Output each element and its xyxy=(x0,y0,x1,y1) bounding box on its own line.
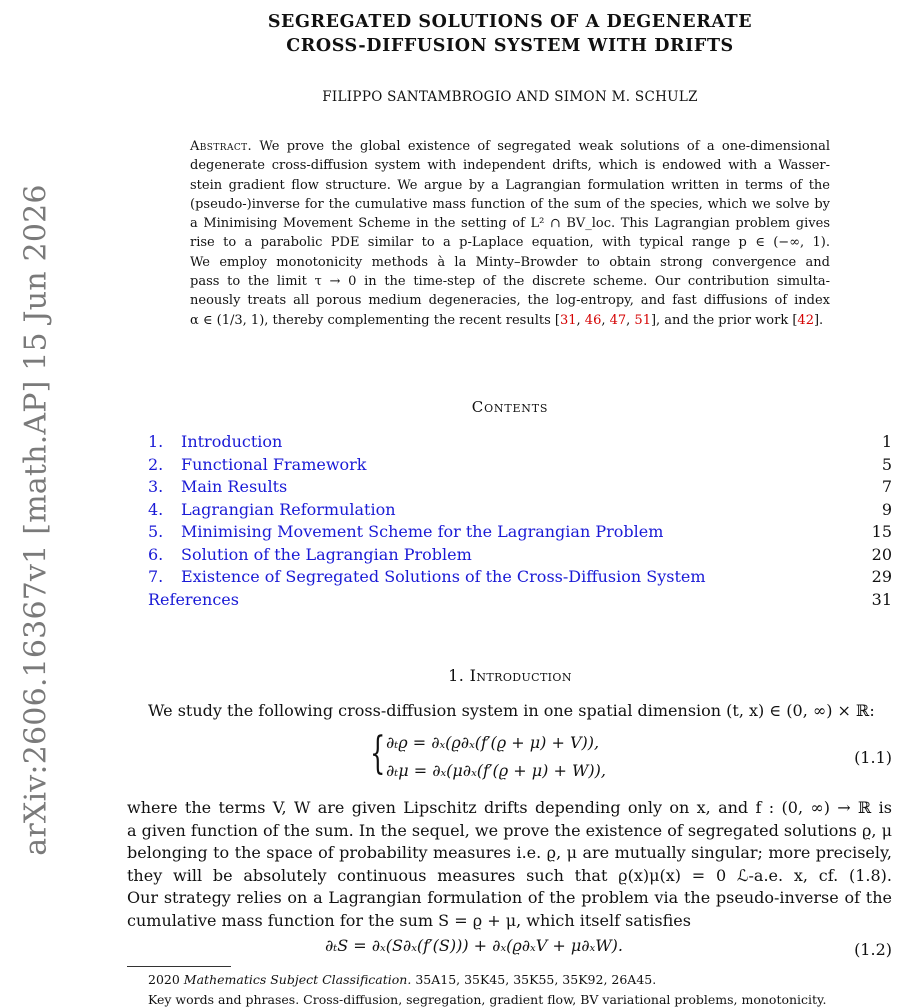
abstract-line-1 xyxy=(190,137,830,156)
toc-entry-solution-lagrangian-problem[interactable] xyxy=(148,544,892,567)
toc-page-number: 15 xyxy=(871,522,892,541)
toc-link[interactable]: Introduction xyxy=(181,432,283,451)
citation-link[interactable]: 46 xyxy=(584,312,602,328)
toc-page-number: 1 xyxy=(881,432,892,451)
toc-number[interactable]: 4. xyxy=(148,499,164,519)
toc-entry-main-results[interactable] xyxy=(148,476,892,499)
section-heading xyxy=(160,666,860,685)
toc-link[interactable]: References xyxy=(148,589,239,609)
abstract-line-8: pass to the limit τ → 0 in the time-step of the discrete scheme. Our contribution simulta- xyxy=(190,274,830,290)
abstract-last-middle: ], and the prior work [ xyxy=(650,312,798,328)
toc-page-number: 29 xyxy=(871,567,892,586)
toc-page-number: 9 xyxy=(881,499,892,519)
toc-entry-minimising-movement-scheme[interactable] xyxy=(148,521,892,544)
abstract-line-10: α ∈ (1/3, 1), thereby complementing the recent results [31, 46, 47, 51], and the prior work [42]. xyxy=(190,312,824,328)
footnote-keywords: Key words and phrases. Cross-diffusion, segregation, gradient flow, BV variational problems, monotonicity. xyxy=(148,992,827,1007)
section-heading-text: 1. Introduction xyxy=(448,666,572,685)
abstract-text-1: We prove the global existence of segregated weak solutions of a one-dimensional xyxy=(259,139,830,154)
toc-page-number: 7 xyxy=(881,477,892,496)
toc-entry-references[interactable] xyxy=(148,589,892,612)
footnote-rule xyxy=(127,966,231,967)
msc-codes: 35A15, 35K45, 35K55, 35K92, 26A45. xyxy=(415,972,657,987)
intro-paragraph xyxy=(127,797,892,933)
msc-year: 2020 xyxy=(148,972,180,987)
paragraph-line: a given function of the sum. In the sequel, we prove the existence of segregated solutions ϱ, μ xyxy=(127,820,892,840)
citation-link[interactable]: 31 xyxy=(559,312,577,328)
toc-number[interactable]: 3. xyxy=(148,477,164,496)
toc-number[interactable]: 5. xyxy=(148,522,164,541)
toc-number[interactable]: 6. xyxy=(148,544,164,564)
equation-brace: { xyxy=(370,728,386,779)
citation-link[interactable]: 51 xyxy=(634,312,651,328)
citation-link[interactable]: 42 xyxy=(797,312,814,328)
paragraph-line: Our strategy relies on a Lagrangian formulation of the problem via the pseudo-inverse of the xyxy=(127,888,892,908)
toc-entry-functional-framework[interactable] xyxy=(148,454,892,477)
paragraph-line: cumulative mass function for the sum S = ϱ + μ, which itself satisfies xyxy=(127,910,691,930)
table-of-contents xyxy=(148,431,892,611)
abstract-line-5: a Minimising Movement Scheme in the setting of L² ∩ BV_loc. This Lagrangian problem gives xyxy=(190,216,830,232)
paper-title xyxy=(160,10,860,58)
paragraph-line: where the terms V, W are given Lipschitz drifts depending only on x, and f : (0, ∞) → ℝ is xyxy=(127,798,892,817)
equation-1-2: ∂ₜS = ∂ₓ(S∂ₓ(f′(S))) + ∂ₓ(ϱ∂ₓV + μ∂ₓW). xyxy=(325,936,623,955)
toc-entry-introduction[interactable] xyxy=(148,431,892,454)
paper-authors: FILIPPO SANTAMBROGIO AND SIMON M. SCHULZ xyxy=(322,89,698,105)
toc-number[interactable]: 7. xyxy=(148,567,164,586)
msc-label: Mathematics Subject Classification. xyxy=(183,972,412,987)
footnote-msc xyxy=(148,972,656,987)
equation-line: ∂ₜμ = ∂ₓ(μ∂ₓ(f′(ϱ + μ) + W)), xyxy=(386,761,606,780)
abstract-line-3: stein gradient flow structure. We argue by a Lagrangian formulation written in terms of the xyxy=(190,177,830,193)
toc-page-number: 5 xyxy=(881,454,892,474)
toc-link[interactable]: Main Results xyxy=(181,477,288,496)
paper-title-line-1: SEGREGATED SOLUTIONS OF A DEGENERATE xyxy=(267,12,753,32)
toc-number[interactable]: 1. xyxy=(148,432,164,451)
toc-link[interactable]: Existence of Segregated Solutions of the Cross-Diffusion System xyxy=(181,567,706,586)
toc-number[interactable]: 2. xyxy=(148,454,164,474)
equation-line: ∂ₜϱ = ∂ₓ(ϱ∂ₓ(f′(ϱ + μ) + V)), xyxy=(386,733,600,752)
abstract-last-prefix: α ∈ (1/3, 1), thereby complementing the recent results [ xyxy=(190,312,560,328)
toc-page-number: 20 xyxy=(871,544,892,564)
abstract-line-4: (pseudo-)inverse for the cumulative mass function of the sum of the species, which we solve by xyxy=(190,196,830,212)
abstract-last-suffix: ]. xyxy=(813,312,824,328)
toc-link[interactable]: Lagrangian Reformulation xyxy=(181,499,396,519)
toc-link[interactable]: Solution of the Lagrangian Problem xyxy=(181,544,472,564)
paragraph-line: they will be absolutely continuous measures such that ϱ(x)μ(x) = 0 ℒ-a.e. x, cf. (1.8). xyxy=(127,865,892,885)
toc-page-number: 31 xyxy=(871,589,892,609)
contents-heading: Contents xyxy=(471,398,549,416)
toc-entry-lagrangian-reformulation[interactable] xyxy=(148,499,892,522)
toc-entry-existence-segregated-solutions[interactable] xyxy=(148,566,892,589)
arxiv-identifier-text: arXiv:2606.16367v1 [math.AP] 15 Jun 2026 xyxy=(18,184,54,856)
abstract-label: Abstract. xyxy=(190,139,253,154)
paragraph-line: belonging to the space of probability measures i.e. ϱ, μ are mutually singular; more precisely, xyxy=(127,843,892,863)
toc-link[interactable]: Minimising Movement Scheme for the Lagrangian Problem xyxy=(181,522,664,541)
equation-number: (1.1) xyxy=(854,748,892,767)
paper-title-line-2: CROSS-DIFFUSION SYSTEM WITH DRIFTS xyxy=(286,36,734,56)
toc-link[interactable]: Functional Framework xyxy=(181,454,367,474)
abstract-line-2: degenerate cross-diffusion system with independent drifts, which is endowed with a Wasser- xyxy=(190,158,830,174)
abstract-line-9: neously treats all porous medium degeneracies, the log-entropy, and fast diffusions of index xyxy=(190,293,830,309)
equation-number: (1.2) xyxy=(854,940,892,959)
citation-link[interactable]: 47 xyxy=(609,312,627,328)
intro-sentence: We study the following cross-diffusion system in one spatial dimension (t, x) ∈ (0, ∞) × ℝ: xyxy=(148,701,875,720)
abstract-line-6: rise to a parabolic PDE similar to a p-Laplace equation, with typical range p ∈ (−∞, 1). xyxy=(190,235,830,251)
abstract-line-7: We employ monotonicity methods à la Minty–Browder to obtain strong convergence and xyxy=(190,254,830,270)
abstract xyxy=(190,137,830,330)
